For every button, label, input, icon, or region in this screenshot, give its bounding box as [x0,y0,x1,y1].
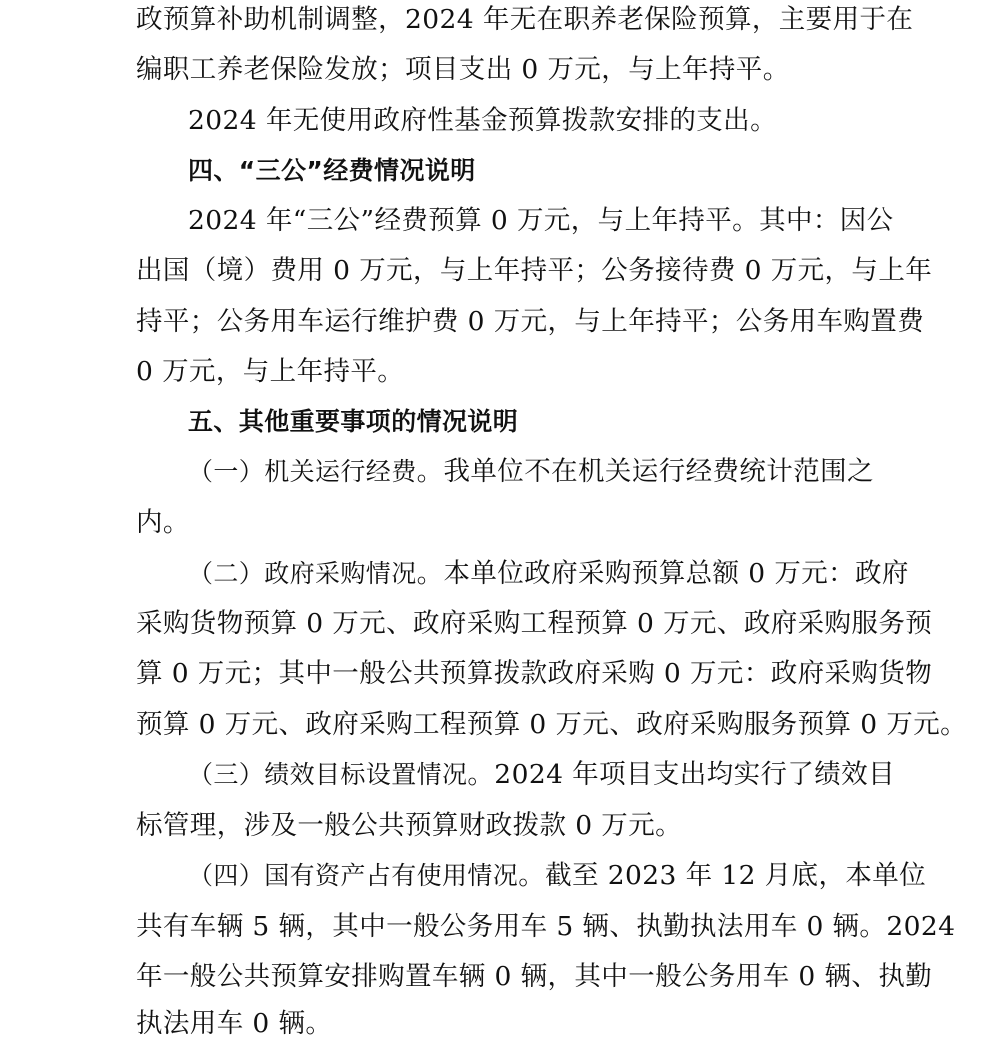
paragraph-text: 。截至 2023 年 12 月底，本单位 [518,860,927,891]
subsection-title: （四）国有资产占有使用情况 [188,861,519,890]
paragraph-line: 持平；公务用车运行维护费 0 万元，与上年持平；公务用车购置费 [136,306,925,337]
paragraph-line: 共有车辆 5 辆，其中一般公务用车 5 辆、执勤执法用车 0 辆。2024 [136,911,956,942]
paragraph-line [188,755,895,795]
paragraph-line [188,856,926,896]
paragraph-line [188,554,909,594]
paragraph-line: 年一般公共预算安排购置车辆 0 辆，其中一般公务用车 0 辆、执勤 [136,961,933,992]
section-heading-5: 五、其他重要事项的情况说明 [188,407,519,436]
paragraph-line: 编职工养老保险发放；项目支出 0 万元，与上年持平。 [136,54,790,85]
paragraph-text: 。本单位政府采购预算总额 0 万元：政府 [416,558,909,589]
section-heading-4: 四、“三公”经费情况说明 [188,156,476,185]
subsection-title: （三）绩效目标设置情况 [188,760,468,789]
subsection-title: （一）机关运行经费 [188,457,417,486]
paragraph-line: 出国（境）费用 0 万元，与上年持平；公务接待费 0 万元，与上年 [136,255,933,286]
paragraph-line: 政预算补助机制调整，2024 年无在职养老保险预算，主要用于在 [136,4,914,35]
paragraph-line: 标管理，涉及一般公共预算财政拨款 0 万元。 [136,810,683,841]
paragraph-line: 内。 [136,507,190,538]
paragraph-line: 2024 年“三公”经费预算 0 万元，与上年持平。其中：因公 [188,205,894,236]
paragraph-line: 预算 0 万元、政府采购工程预算 0 万元、政府采购服务预算 0 万元。 [136,709,968,740]
paragraph-line: 0 万元，与上年持平。 [136,356,405,387]
paragraph-text: 。2024 年项目支出均实行了绩效目 [467,759,895,790]
paragraph-line: 2024 年无使用政府性基金预算拨款安排的支出。 [188,105,777,136]
paragraph-line: 执法用车 0 辆。 [136,1008,333,1039]
subsection-title: （二）政府采购情况 [188,559,417,588]
paragraph-text: 。我单位不在机关运行经费统计范围之 [416,456,874,487]
paragraph-line: 采购货物预算 0 万元、政府采购工程预算 0 万元、政府采购服务预 [136,608,933,639]
paragraph-line [188,452,874,492]
paragraph-line: 算 0 万元；其中一般公共预算拨款政府采购 0 万元：政府采购货物 [136,658,933,689]
